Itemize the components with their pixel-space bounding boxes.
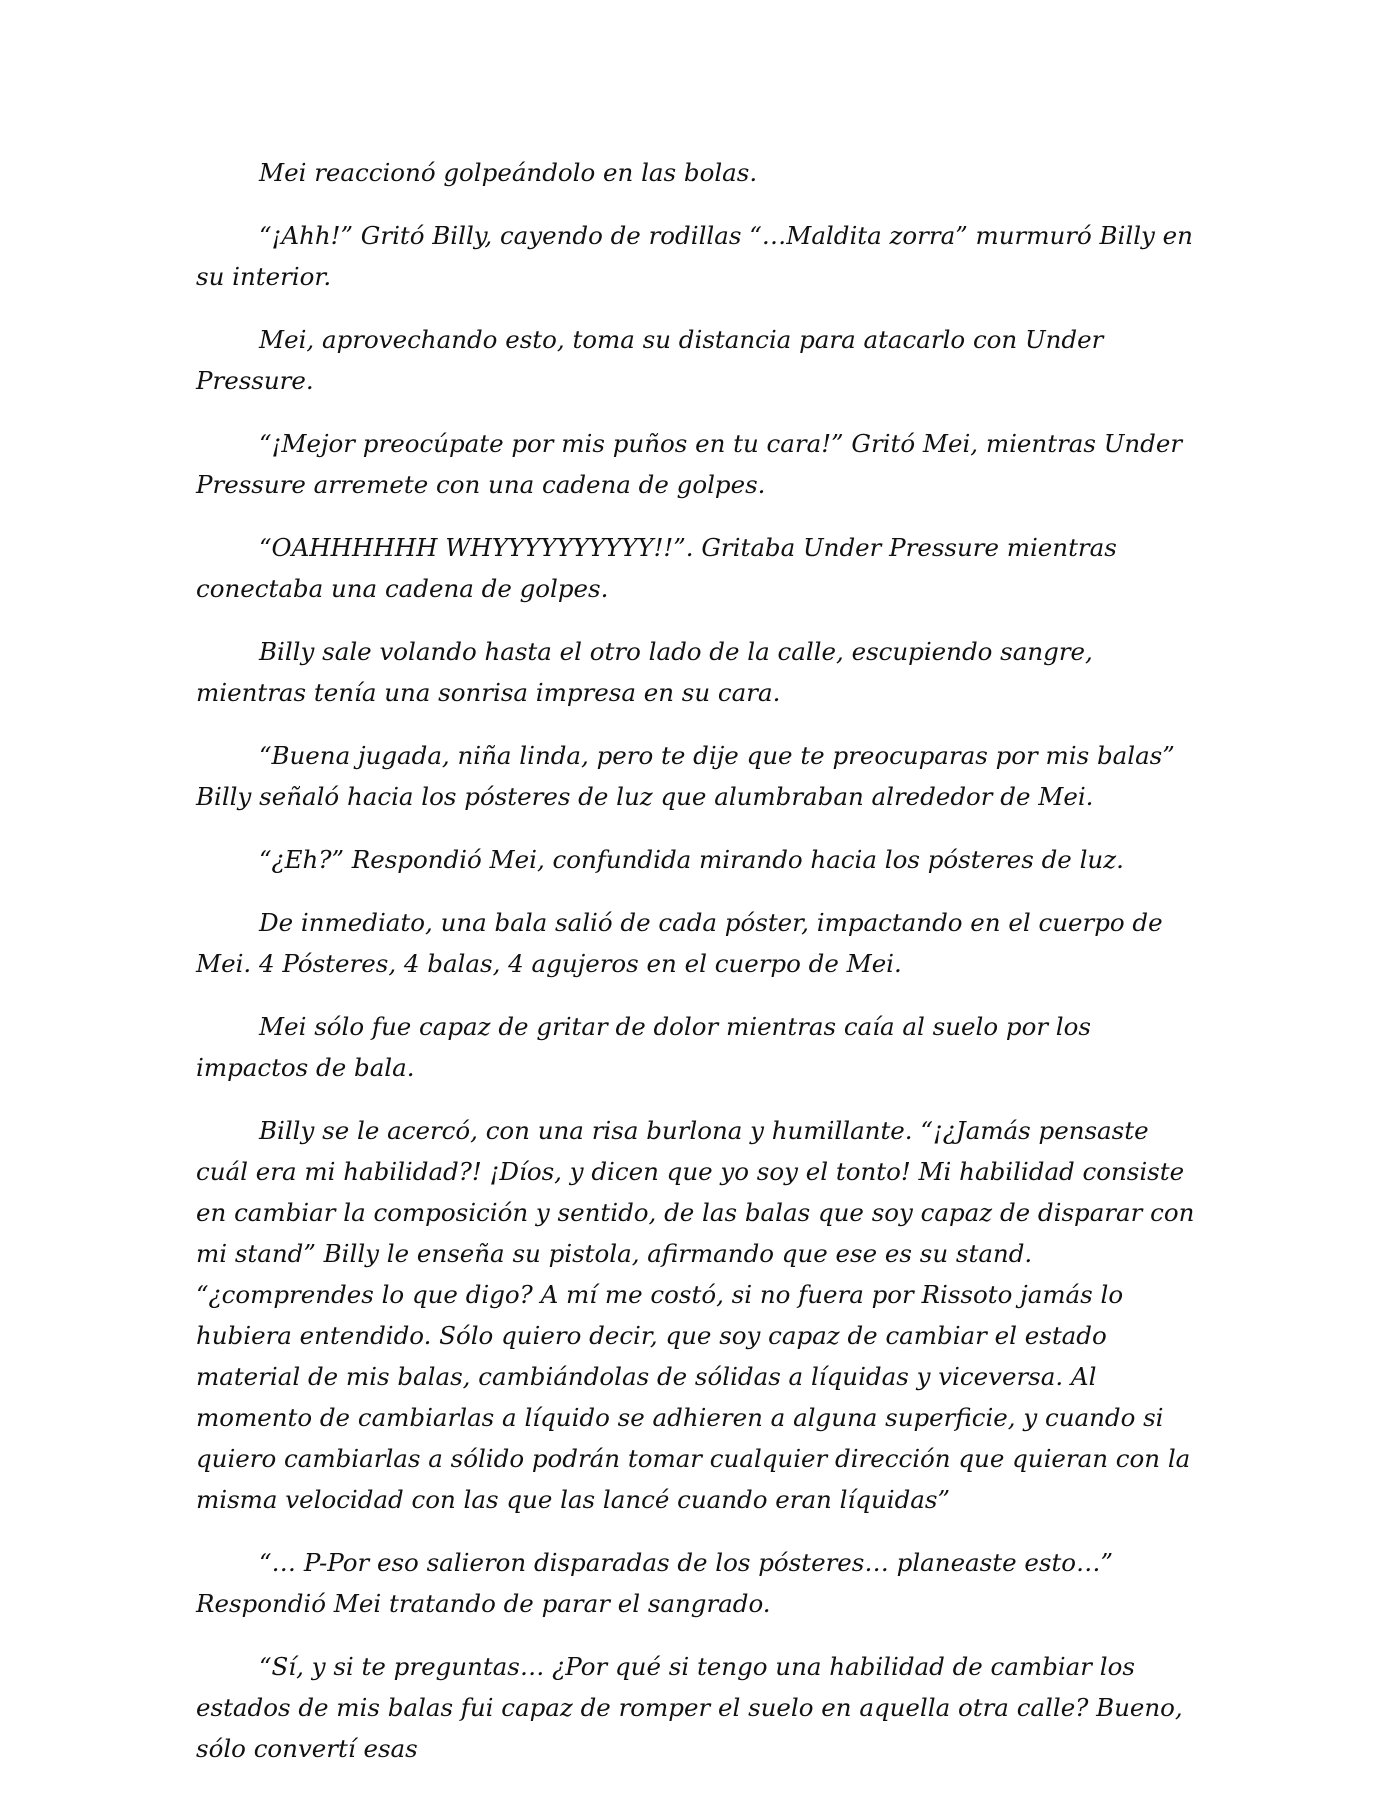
paragraph: “… P-Por eso salieron disparadas de los pósteres… planeaste esto…” Respondió Mei tratando de parar el sangrado. <box>196 1548 1114 1618</box>
paragraph: “Sí, y si te preguntas… ¿Por qué si tengo una habilidad de cambiar los estados de mis balas fui capaz de romper el suelo en aquella otra calle? Bueno, sólo convertí esas <box>196 1652 1183 1763</box>
paragraph: Mei, aprovechando esto, toma su distancia para atacarlo con Under Pressure. <box>196 325 1104 395</box>
paragraph: “OAHHHHHH WHYYYYYYYYYY!!”. Gritaba Under Pressure mientras conectaba una cadena de golpes. <box>196 533 1117 603</box>
paragraph: “¡Mejor preocúpate por mis puños en tu cara!” Gritó Mei, mientras Under Pressure arremete con una cadena de golpes. <box>196 429 1183 499</box>
paragraph: Mei reaccionó golpeándolo en las bolas. <box>259 158 758 187</box>
document-page <box>196 152 1196 1791</box>
paragraph: Mei sólo fue capaz de gritar de dolor mientras caía al suelo por los impactos de bala. <box>196 1012 1091 1082</box>
paragraph: De inmediato, una bala salió de cada póster, impactando en el cuerpo de Mei. 4 Pósteres, 4 balas, 4 agujeros en el cuerpo de Mei. <box>196 908 1163 978</box>
paragraph: “¿Eh?” Respondió Mei, confundida mirando hacia los pósteres de luz. <box>259 845 1124 874</box>
paragraph: “Buena jugada, niña linda, pero te dije que te preocuparas por mis balas” Billy señaló hacia los pósteres de luz que alumbraban alrededor de Mei. <box>196 741 1175 811</box>
paragraph: Billy se le acercó, con una risa burlona y humillante. “¡¿Jamás pensaste cuál era mi habilidad?! ¡Díos, y dicen que yo soy el tonto! Mi habilidad consiste en cambiar la composición y sentido, de las balas que soy capaz de disparar con mi stand” Billy le enseña su pistola, afirmando que ese es su stand. “¿comprendes lo que digo? A mí me costó, si no fuera por Rissoto jamás lo hubiera entendido. Sólo quiero decir, que soy capaz de cambiar el estado material de mis balas, cambiándolas de sólidas a líquidas y viceversa. Al momento de cambiarlas a líquido se adhieren a alguna superficie, y cuando si quiero cambiarlas a sólido podrán tomar cualquier dirección que quieran con la misma velocidad con las que las lancé cuando eran líquidas” <box>196 1116 1195 1514</box>
paragraph: “¡Ahh!” Gritó Billy, cayendo de rodillas “…Maldita zorra” murmuró Billy en su interior. <box>196 221 1193 291</box>
paragraph: Billy sale volando hasta el otro lado de la calle, escupiendo sangre, mientras tenía una sonrisa impresa en su cara. <box>196 637 1093 707</box>
